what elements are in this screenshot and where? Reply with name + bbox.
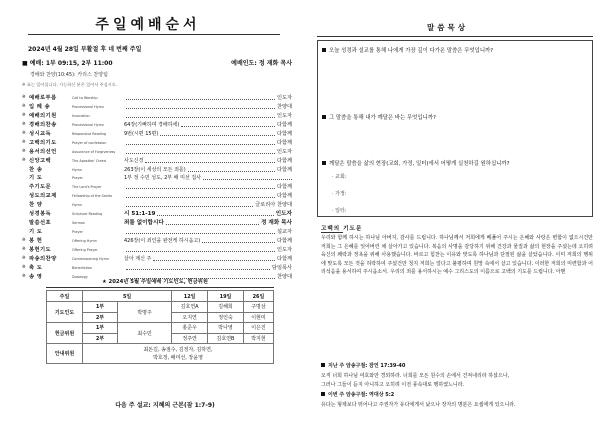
order-performer: 설교자 bbox=[276, 229, 292, 236]
table-header-row bbox=[47, 291, 274, 302]
leader-dots bbox=[126, 153, 275, 154]
order-row bbox=[22, 166, 292, 175]
order-performer: 다함께 bbox=[276, 166, 292, 173]
order-item: 예배로부름 bbox=[29, 95, 57, 101]
order-performer: 다함께 bbox=[276, 157, 292, 164]
order-performer: 정 재화 목사 bbox=[261, 220, 292, 227]
group-cell: 헌금위원 bbox=[47, 323, 83, 344]
leader-dots bbox=[126, 233, 275, 234]
standing-mark: ※ bbox=[22, 130, 26, 136]
order-item: 예배의기원 bbox=[29, 112, 57, 119]
order-item: 신앙고백 bbox=[29, 157, 52, 164]
header-cell: 12일 bbox=[172, 291, 208, 302]
table-cell: 이현미 bbox=[243, 312, 273, 323]
table-row bbox=[47, 302, 274, 313]
order-item-english: Hymn bbox=[72, 203, 83, 208]
order-content: 1부 정 수민 성도, 2부 배 미선 집사 bbox=[124, 175, 202, 182]
leader-dots bbox=[188, 171, 275, 172]
leader-dots bbox=[202, 242, 275, 243]
order-item-english: Doxology bbox=[72, 274, 88, 279]
standing-note: ※ 표는 일어섭니다. 가능하신 분은 일어서 주십시오. bbox=[22, 82, 118, 87]
order-item: 기 도 bbox=[29, 229, 43, 236]
standing-mark: ※ bbox=[22, 238, 26, 243]
standing-mark: ※ bbox=[22, 103, 26, 109]
duty-table bbox=[46, 290, 274, 364]
team-title: ★ 2024년 5월 주일예배 기도인도, 헌금위원 bbox=[101, 279, 209, 285]
table-cell: 박명주 bbox=[118, 302, 172, 323]
order-item: 경배의찬송 bbox=[29, 121, 57, 128]
order-performer: 글로리아 찬양대 bbox=[255, 202, 292, 209]
team-divider bbox=[46, 287, 274, 288]
order-item: 파송의찬양 bbox=[29, 255, 57, 262]
verse-line: 그러나 그들이 듣지 아니하고 오히려 이전 풍속대로 행하였느니라. bbox=[321, 382, 465, 388]
usher-names-line: 박호정, 배미선, 장윤영 bbox=[153, 354, 203, 361]
order-performer: 다함께 bbox=[276, 238, 292, 244]
group-cell: 안내위원 bbox=[47, 344, 83, 364]
meditation-divider bbox=[317, 36, 593, 37]
order-item-english: Responsive Reading bbox=[72, 131, 107, 136]
order-performer: 다함께 bbox=[276, 193, 292, 200]
date-line: 2024년 4월 28일 부활절 후 네 번째 주일 bbox=[28, 46, 142, 53]
leader-dots bbox=[153, 260, 275, 261]
sub-cell: 1부 bbox=[83, 302, 118, 313]
order-row bbox=[22, 103, 292, 112]
order-item: 주기도문 bbox=[29, 184, 52, 191]
order-performer: 찬양대 bbox=[276, 273, 292, 280]
order-performer: 인도자 bbox=[276, 112, 292, 119]
sub-cell: 2부 bbox=[83, 312, 118, 323]
table-cell: 정인숙 bbox=[208, 312, 244, 323]
square-bullet-icon bbox=[322, 115, 326, 119]
praise-team-line: 경배와 찬양(10:45): 카리스 찬양팀 bbox=[30, 72, 108, 78]
bulletin-title: 주일예배순서 bbox=[95, 17, 201, 33]
table-row bbox=[47, 344, 274, 364]
order-item-english: Offering Prayer bbox=[72, 247, 98, 252]
order-row bbox=[22, 246, 292, 255]
leader-dots bbox=[126, 99, 275, 100]
order-item-english: The Lord's Prayer bbox=[72, 185, 102, 190]
sub-cell: 1부 bbox=[83, 323, 118, 334]
order-row bbox=[22, 157, 292, 166]
square-bullet-icon bbox=[321, 392, 325, 396]
meditation-panel bbox=[305, 0, 600, 424]
order-content: 263장(이 세상의 모든 죄를) bbox=[124, 166, 186, 173]
worship-leader: 예배인도: 정 재화 목사 bbox=[231, 60, 292, 67]
leader-dots bbox=[160, 135, 275, 136]
order-item: 봉 헌 bbox=[29, 238, 43, 244]
service-times: ■ 예배: 1부 09:15, 2부 11:00 bbox=[22, 60, 113, 67]
square-bullet-icon bbox=[322, 161, 326, 165]
header-cell: 주일 bbox=[47, 291, 83, 302]
question-text: 깨달은 말씀을 삶의 현장(교회, 가정, 일터)에서 어떻게 실천하길 원하십니까? bbox=[329, 161, 510, 167]
leader-dots bbox=[126, 269, 270, 270]
order-row bbox=[22, 201, 292, 210]
standing-mark: ※ bbox=[22, 112, 26, 118]
church-field-label: · 교회: bbox=[332, 174, 347, 180]
order-item-english: Call to Worship bbox=[72, 96, 98, 100]
order-item-english: Sermon bbox=[72, 221, 86, 226]
standing-mark: ※ bbox=[22, 246, 26, 252]
order-item: 성경봉독 bbox=[29, 211, 52, 218]
order-row bbox=[22, 130, 292, 139]
standing-mark: ※ bbox=[22, 95, 26, 100]
sub-cell: 2부 bbox=[83, 333, 118, 344]
order-item-english: Offering Hymn bbox=[72, 239, 97, 243]
leader-dots bbox=[203, 179, 292, 180]
order-item: 성시교독 bbox=[29, 130, 52, 137]
order-item: 송 영 bbox=[29, 273, 43, 280]
question-text: 오늘 성경과 설교를 통해 나에게 가장 깊이 다가온 말씀은 무엇입니까? bbox=[329, 48, 494, 54]
order-performer: 다함께 bbox=[276, 184, 292, 191]
order-item-english: Prayer of confession bbox=[72, 140, 107, 145]
order-row bbox=[22, 139, 292, 148]
order-item: 축 도 bbox=[29, 264, 43, 271]
verse-heading-text: 이번 주 암송구절: 역대상 5:2 bbox=[328, 392, 395, 398]
standing-mark: ※ bbox=[22, 121, 26, 127]
order-row bbox=[22, 94, 292, 103]
order-row bbox=[22, 112, 292, 121]
group-cell: 기도인도 bbox=[47, 302, 83, 323]
confession-body: 우리와 함께 하시는 하나님 아버지, 감사를 드립니다. 하나님께서 저희에게 베풀어 주시는 은혜와 사랑은 변함이 없으시건만 저희는 그 은혜를 잊어버린 채 살아가고 있습니다. 복음의 사명을 감당하기 위해 건강과 물질과 삶의 현장을 주셨는데 오히려 육신의 쾌락과 정욕을 위해 사용했습니다. 바르고 힘찬는 이유와 맞도록 하나님과 단절된 삶을 살았습니다. 이미 저희의 행위에 맞도록 모든 것을 허락하여 주셨건만 청지 저희는 얼다고 불평하며 원망 속에서 살고 있습니다. 이러한 저희의 미련함과 어리석음을 용서하여 주시옵소서. 우리의 죄를 용서하시는 예수 그리스도의 이름으로 고백의 기도를 드립니다. 아멘 bbox=[321, 235, 593, 276]
order-item: 용서의선언 bbox=[29, 148, 57, 155]
standing-mark: ※ bbox=[22, 273, 26, 279]
table-cell: 홍준우 bbox=[172, 323, 208, 334]
order-performer: 다함께 bbox=[276, 121, 292, 128]
order-item-english: Fellowship of the Saints bbox=[72, 194, 113, 199]
order-item: 찬 양 bbox=[29, 202, 43, 209]
meditation-box bbox=[317, 40, 593, 217]
order-item-english: The Apostles' Creed bbox=[72, 158, 106, 163]
work-field-label: · 일터: bbox=[332, 208, 347, 214]
table-cell: 최수민 bbox=[118, 323, 172, 344]
order-row bbox=[22, 210, 292, 219]
order-item-english: Invocation bbox=[72, 113, 90, 118]
table-cell: 오지연 bbox=[172, 312, 208, 323]
last-week-verse-heading bbox=[321, 362, 405, 369]
order-performer: 다함께 bbox=[276, 255, 292, 262]
order-row bbox=[22, 237, 292, 246]
order-row bbox=[22, 255, 292, 264]
worship-order-list bbox=[22, 94, 292, 282]
title-divider bbox=[28, 34, 280, 35]
leader-dots bbox=[126, 117, 275, 118]
order-content: 64장(기뻐하며 경배하세) bbox=[124, 121, 180, 128]
usher-names-line: 최돈길, 송점수, 김정자, 김하연, bbox=[143, 346, 213, 353]
standing-mark: ※ bbox=[22, 264, 26, 270]
table-cell: 김호연A bbox=[172, 302, 208, 313]
order-content: 9번(시편 15편) bbox=[124, 130, 159, 137]
order-item-english: Assurance of Forgiveness bbox=[72, 149, 116, 154]
question-text: 그 말씀을 통해 내가 깨달은 바는 무엇입니까? bbox=[329, 115, 436, 121]
order-item-english: Prayer bbox=[72, 176, 83, 181]
standing-mark: ※ bbox=[22, 148, 26, 154]
order-performer: 찬양대 bbox=[276, 103, 292, 110]
header-cell: 19일 bbox=[208, 291, 244, 302]
schedule-row bbox=[22, 58, 292, 67]
confession-underline bbox=[321, 232, 343, 233]
order-item-english: Hymn bbox=[72, 167, 83, 172]
order-row bbox=[22, 183, 292, 192]
question-1 bbox=[322, 46, 493, 54]
table-cell: 박나영 bbox=[208, 323, 244, 334]
leader-dots bbox=[126, 251, 275, 252]
order-performer: 다함께 bbox=[276, 139, 292, 146]
order-item: 말씀선포 bbox=[29, 220, 52, 227]
order-item-english: Processional Hymn bbox=[72, 104, 105, 109]
table-cell: 박지현 bbox=[243, 333, 273, 344]
question-2 bbox=[322, 113, 436, 121]
leader-dots bbox=[166, 224, 259, 225]
order-row bbox=[22, 219, 292, 228]
order-content: 살아 계신 주 bbox=[124, 255, 152, 262]
confession-title: 고백의 기도문 bbox=[321, 226, 363, 232]
next-sermon-line: 다음 주 설교: 지혜의 근본(잠 1:7-9) bbox=[115, 402, 215, 409]
leader-dots bbox=[126, 108, 275, 109]
leader-dots bbox=[126, 144, 275, 145]
order-row bbox=[22, 148, 292, 157]
order-item-english: Prayer bbox=[72, 230, 83, 235]
table-cell: 김호연B bbox=[208, 333, 244, 344]
order-performer: 인도자 bbox=[275, 211, 292, 218]
leader-dots bbox=[145, 162, 275, 163]
order-item: 고백의기도 bbox=[29, 139, 57, 146]
order-content: 죄를 없이합시다 bbox=[124, 220, 164, 227]
table-cell: 이은진 bbox=[243, 323, 273, 334]
leader-dots bbox=[126, 188, 275, 189]
order-row bbox=[22, 174, 292, 183]
header-cell: 5일 bbox=[83, 291, 172, 302]
order-row bbox=[22, 192, 292, 201]
table-cell: 정주연 bbox=[172, 333, 208, 344]
leader-dots bbox=[126, 197, 275, 198]
order-content: 시 51:1-19 bbox=[124, 211, 156, 218]
order-content: 426장(이 죄인을 완전케 하시옵고) bbox=[124, 238, 201, 244]
order-item: 기 도 bbox=[29, 175, 43, 182]
table-cell: 구명삼 bbox=[243, 302, 273, 313]
verse-line: 유다는 형제보다 뛰어나고 주권자가 유다에게서 났으나 장자의 명분은 요셉에게 있으니라. bbox=[321, 402, 516, 408]
order-performer: 인도자 bbox=[276, 148, 292, 155]
order-performer: 다함께 bbox=[276, 130, 292, 137]
order-item-english: Benediction bbox=[72, 265, 93, 270]
square-bullet-icon bbox=[321, 363, 325, 367]
standing-mark: ※ bbox=[22, 255, 26, 261]
order-item-english: Commissioning Hymn bbox=[72, 256, 110, 261]
leader-dots bbox=[126, 206, 253, 207]
order-row bbox=[22, 264, 292, 273]
verse-line: 오직 너희 하나님 여호와만 경외하라. 너희를 모든 원수의 손에서 건져내리라 하셨으나, bbox=[321, 373, 510, 379]
order-row bbox=[22, 121, 292, 130]
question-3 bbox=[322, 159, 509, 167]
verse-heading-text: 지난 주 암송구절: 잠언 17:39-40 bbox=[328, 363, 406, 369]
order-item: 찬 송 bbox=[29, 166, 43, 173]
order-content: 사도신경 bbox=[124, 157, 144, 164]
this-week-verse-heading bbox=[321, 391, 394, 398]
order-item: 봉헌기도 bbox=[29, 246, 52, 253]
order-item-english: Scripture Reading bbox=[72, 212, 103, 217]
meditation-title: 말씀묵상 bbox=[427, 23, 468, 32]
home-field-label: · 가정: bbox=[332, 191, 347, 197]
table-row bbox=[47, 323, 274, 334]
order-performer: 인도자 bbox=[276, 246, 292, 253]
standing-mark: ※ bbox=[22, 139, 26, 145]
order-row bbox=[22, 228, 292, 237]
square-bullet-icon bbox=[322, 48, 326, 52]
order-item-english: Processional Hymn bbox=[72, 122, 105, 127]
standing-mark: ※ bbox=[22, 157, 26, 163]
leader-dots bbox=[181, 126, 275, 127]
table-cell: 김혜희 bbox=[208, 302, 244, 313]
order-item: 성도의교제 bbox=[29, 193, 57, 200]
header-cell: 26일 bbox=[243, 291, 273, 302]
order-performer: 담임목사 bbox=[271, 264, 292, 271]
usher-cell bbox=[83, 344, 274, 364]
leader-dots bbox=[157, 215, 273, 216]
order-item: 입 례 송 bbox=[29, 103, 51, 110]
order-performer: 인도자 bbox=[276, 95, 292, 101]
